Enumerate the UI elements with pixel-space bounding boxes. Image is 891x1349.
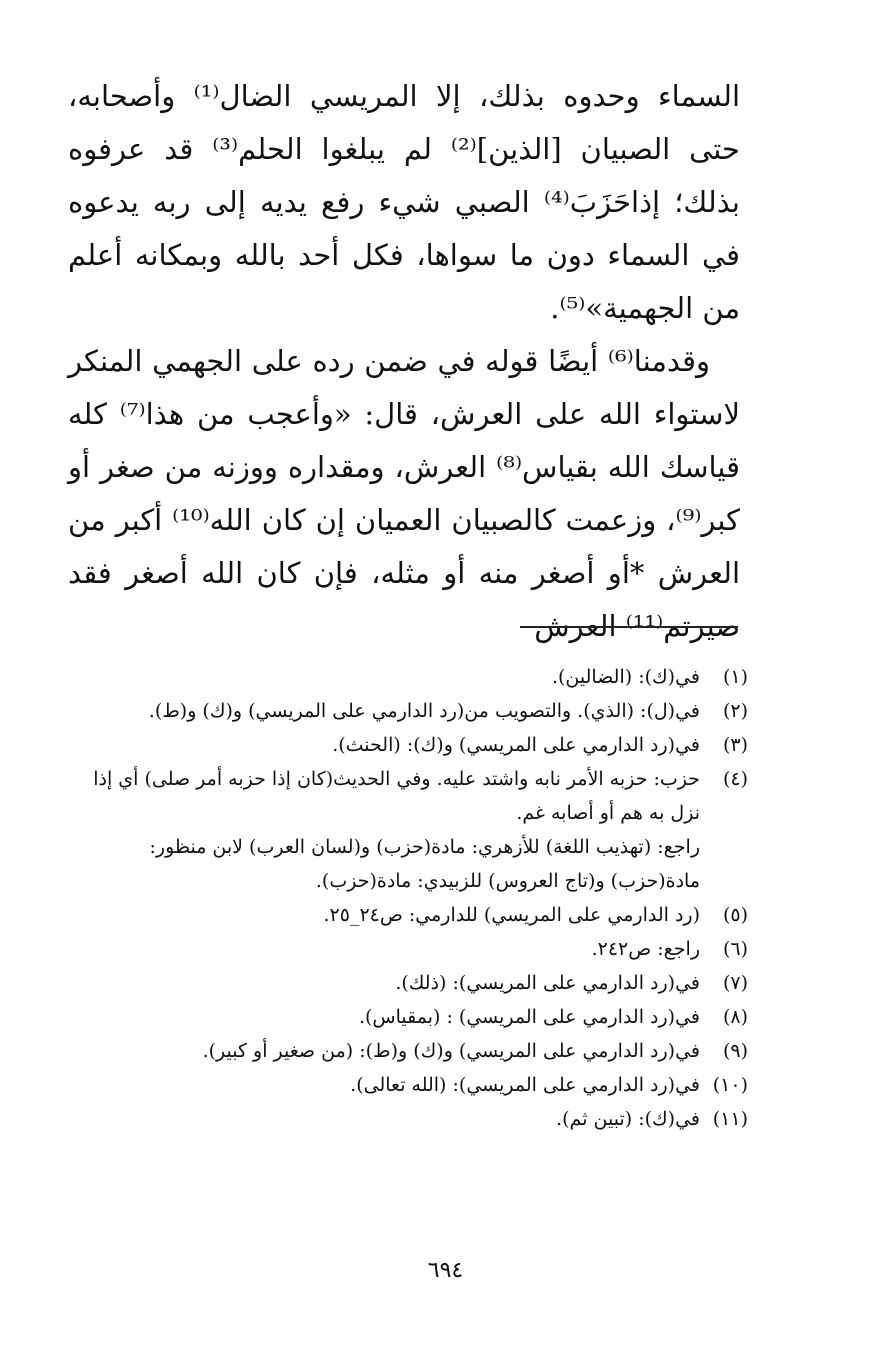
footnote-text: في(رد الدارمي على المريسي) : (بمقياس). [358, 1006, 700, 1028]
footnote-8 [60, 1000, 748, 1034]
footnote-text: في(رد الدارمي على المريسي) و(ك): (الحنث). [332, 734, 700, 756]
footnote-7 [60, 966, 748, 1000]
footnote-6 [60, 932, 748, 966]
footnote-9 [60, 1034, 748, 1068]
footnote-4 [60, 762, 748, 898]
footnote-10 [60, 1068, 748, 1102]
footnote-1 [60, 660, 748, 694]
footnote-text: راجع: ص٢٤٢. [591, 938, 700, 960]
footnote-text: في(رد الدارمي على المريسي) و(ك) و(ط): (من صغير أو كبير). [202, 1040, 700, 1062]
main-text [68, 70, 740, 653]
footnote-number: (٦) [722, 938, 748, 960]
footnote-3 [60, 728, 748, 762]
footnote-text: حزب: حزبه الأمر نابه واشتد عليه. وفي الحديث(كان إذا حزبه أمر صلى) أي إذا نزل به هم أو أصابه غم. [93, 768, 700, 824]
footnote-number: (١) [722, 666, 748, 688]
footnote-text: في(ل): (الذي). والتصويب من(رد الدارمي على المريسي) و(ك) و(ط). [148, 700, 700, 722]
main-paragraph-1: السماء وحدوه بذلك، إلا المريسي الضال⁽¹⁾ وأصحابه، حتى الصبيان [الذين]⁽²⁾ لم يبلغوا الحلم⁽³⁾ قد عرفوه بذلك؛ إذاحَزَبَ⁽⁴⁾ الصبي شيء رفع يديه إلى ربه يدعوه في السماء دون ما سواها، فكل أحد بالله وبمكانه أعلم من الجهمية»⁽⁵⁾. [68, 79, 740, 325]
footnote-number: (٤) [722, 768, 748, 790]
footnote-text: في(رد الدارمي على المريسي): (ذلك). [395, 972, 700, 994]
footnote-text: في(ك): (تبين ثم). [556, 1108, 700, 1130]
footnotes [60, 660, 748, 1136]
footnote-11 [60, 1102, 748, 1136]
footnote-text: راجع: (تهذيب اللغة) للأزهري: مادة(حزب) و(لسان العرب) لابن منظور: مادة(حزب) و(تاج العروس) للزبيدي: مادة(حزب). [149, 836, 700, 892]
footnote-text: في(رد الدارمي على المريسي): (الله تعالى). [350, 1074, 700, 1096]
footnote-text: في(ك): (الضالين). [551, 666, 700, 688]
footnote-number: (١١) [712, 1108, 748, 1130]
footnote-text: (رد الدارمي على المريسي) للدارمي: ص٢٤_٢٥. [323, 904, 700, 926]
footnote-number: (٩) [722, 1040, 748, 1062]
footnote-2 [60, 694, 748, 728]
footnote-separator [520, 626, 738, 628]
footnote-number: (٢) [722, 700, 748, 722]
footnote-number: (٨) [722, 1006, 748, 1028]
footnote-number: (٥) [722, 904, 748, 926]
footnote-number: (٧) [722, 972, 748, 994]
footnote-number: (٣) [722, 734, 748, 756]
footnote-number: (١٠) [712, 1074, 748, 1096]
main-paragraph-2: وقدمنا⁽⁶⁾ أيضًا قوله في ضمن رده على الجهمي المنكر لاستواء الله على العرش، قال: «وأعجب من هذا⁽⁷⁾ كله قياسك الله بقياس⁽⁸⁾ العرش، ومقداره ووزنه من صغر أو كبر⁽⁹⁾، وزعمت كالصبيان العميان إن كان الله⁽¹⁰⁾ أكبر من العرش *أو أصغر منه أو مثله، فإن كان الله أصغر فقد صيرتم⁽¹¹⁾ العرش [68, 344, 740, 643]
footnote-5 [60, 898, 748, 932]
page-number: ٦٩٤ [427, 1258, 464, 1283]
